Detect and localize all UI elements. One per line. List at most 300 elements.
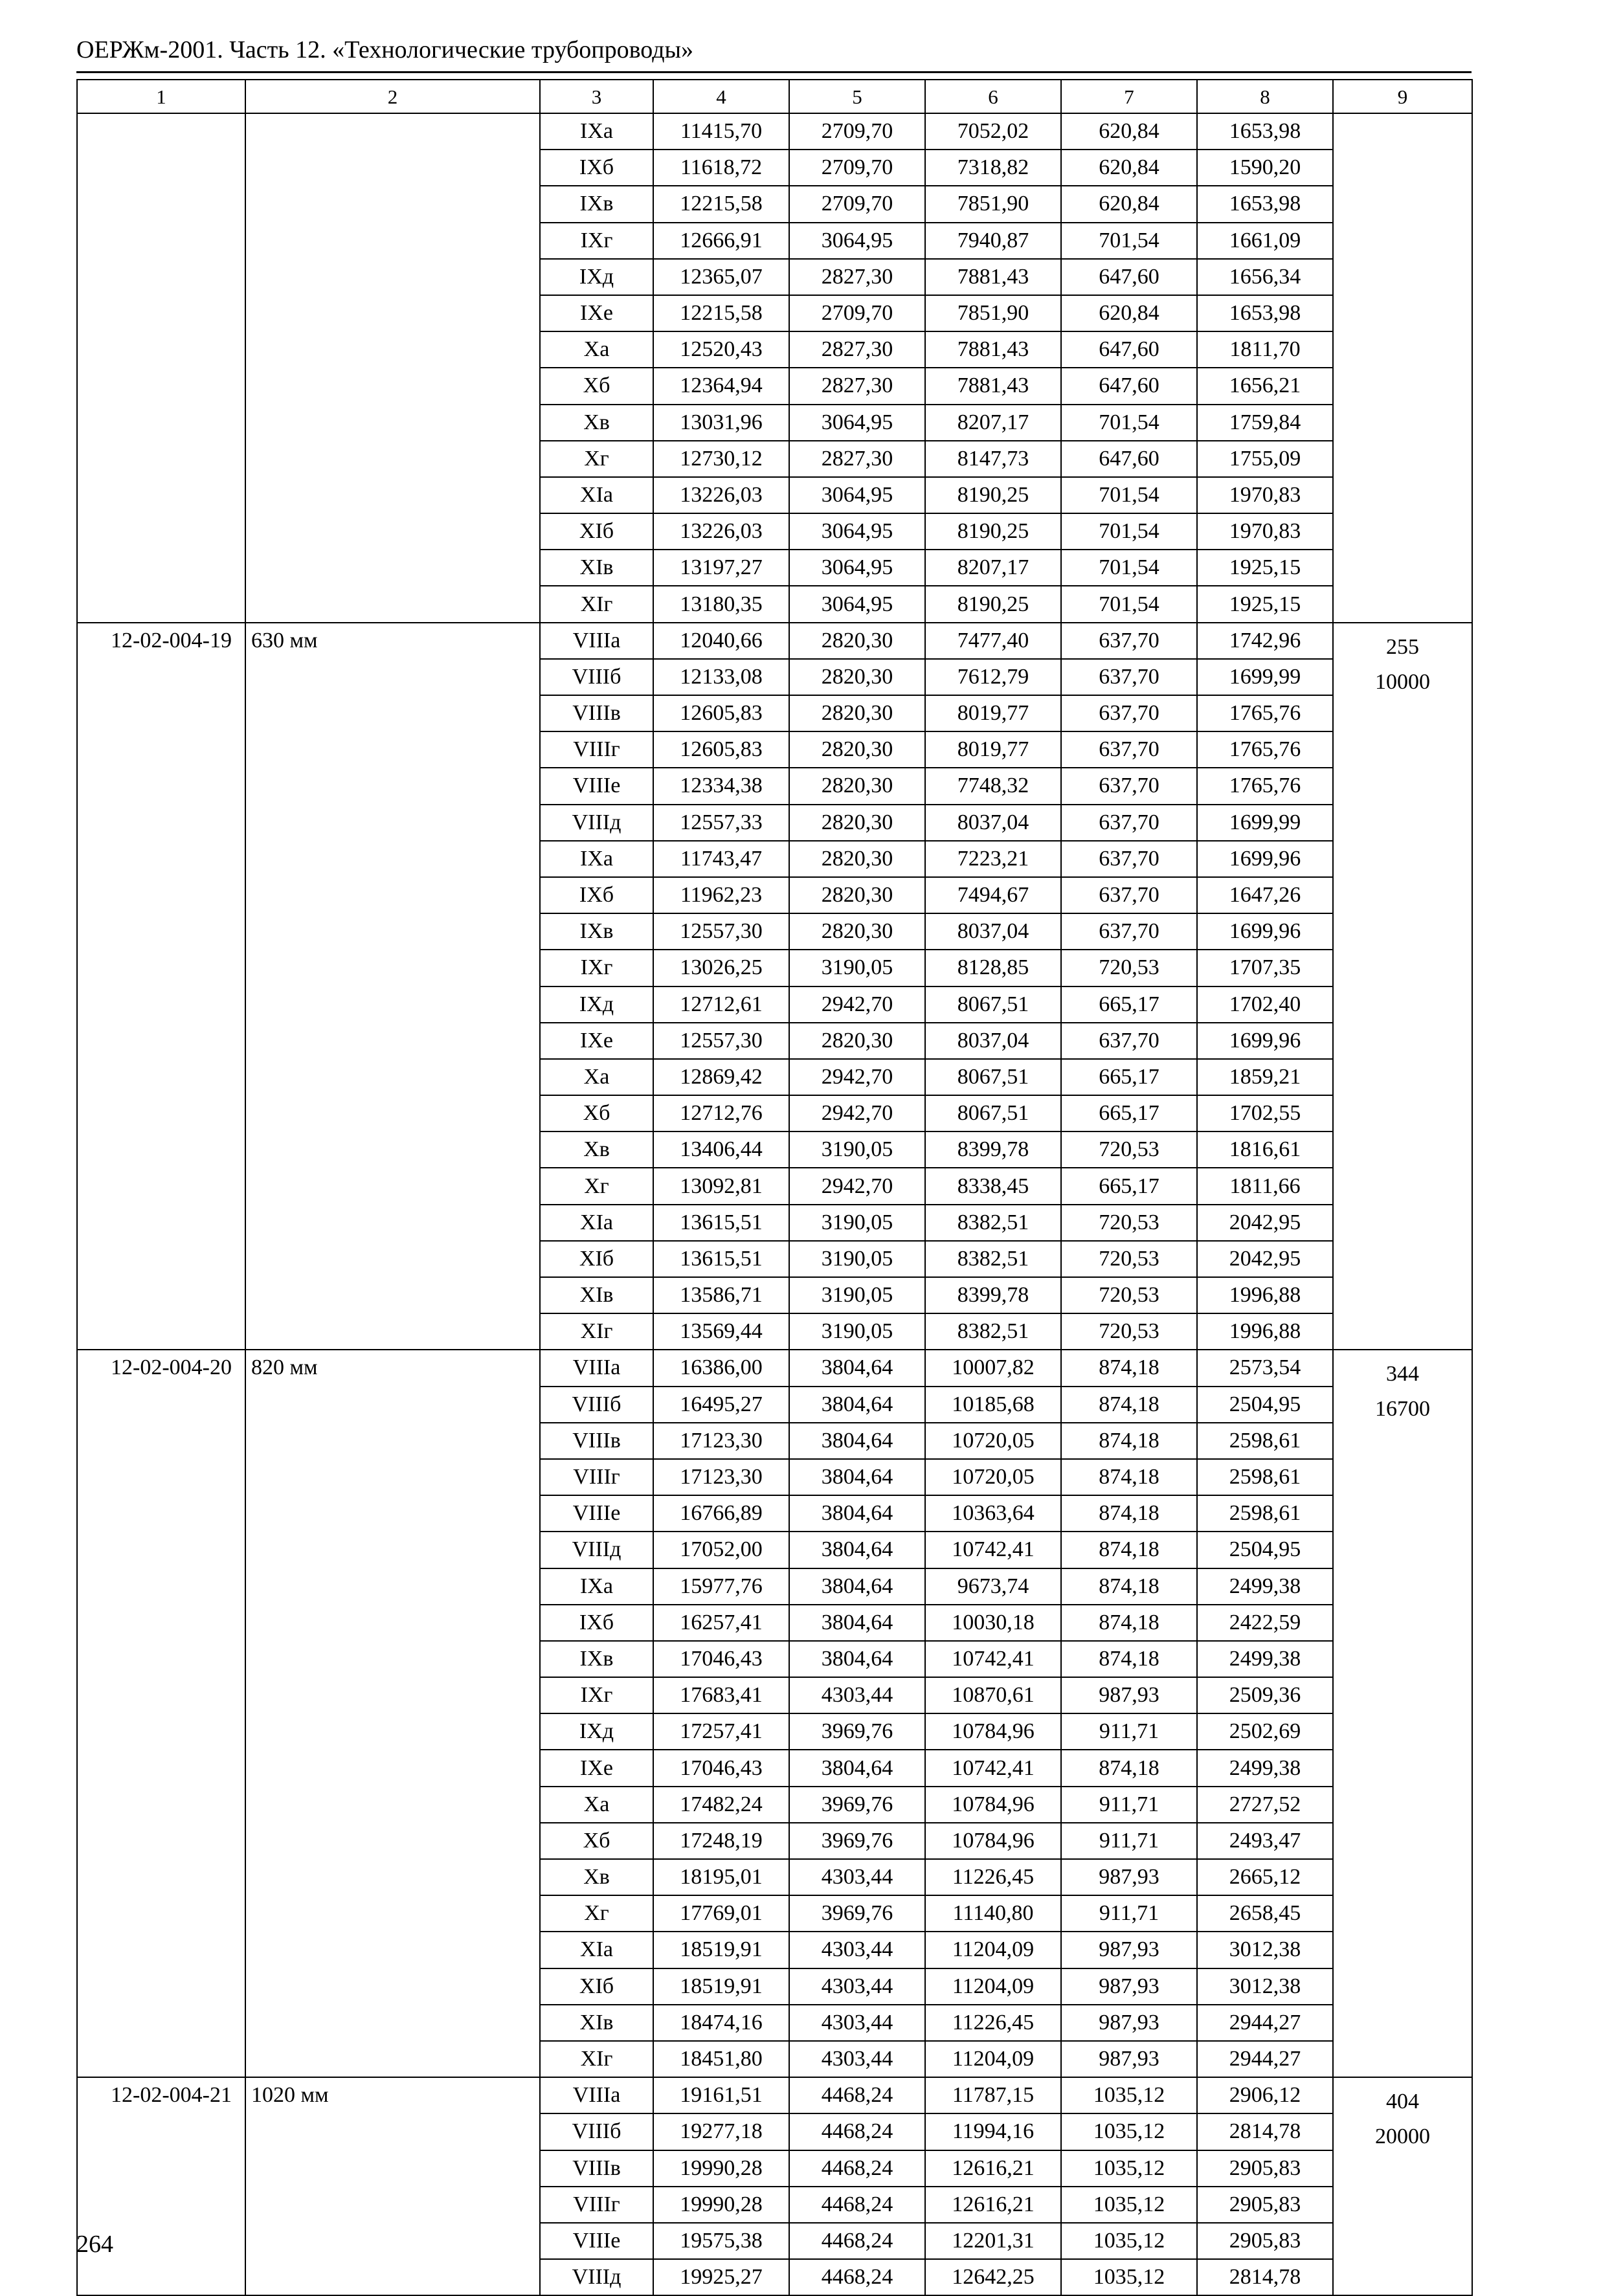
value-cell: 637,70 xyxy=(1061,768,1197,804)
value-cell: 12215,58 xyxy=(653,295,789,331)
category-cell: Xг xyxy=(540,1168,653,1204)
category-cell: VIIIa xyxy=(540,1350,653,1386)
value-cell: 3064,95 xyxy=(789,550,925,586)
table-row xyxy=(77,113,1472,150)
value-cell: 2942,70 xyxy=(789,1168,925,1204)
category-cell: Xв xyxy=(540,405,653,441)
value-cell: 12557,30 xyxy=(653,1023,789,1059)
value-cell: 2042,95 xyxy=(1197,1241,1333,1277)
value-cell: 19575,38 xyxy=(653,2223,789,2259)
page-number: 264 xyxy=(76,2231,113,2258)
value-cell: 701,54 xyxy=(1061,586,1197,622)
value-cell: 1811,66 xyxy=(1197,1168,1333,1204)
value-cell: 2665,12 xyxy=(1197,1859,1333,1895)
value-cell: 3969,76 xyxy=(789,1895,925,1932)
value-cell: 17052,00 xyxy=(653,1532,789,1568)
value-cell: 7881,43 xyxy=(925,368,1061,404)
category-cell: VIIIв xyxy=(540,1423,653,1459)
category-cell: Xa xyxy=(540,1787,653,1823)
value-cell: 2820,30 xyxy=(789,1023,925,1059)
value-cell: 2814,78 xyxy=(1197,2113,1333,2150)
value-cell: 1925,15 xyxy=(1197,586,1333,622)
value-cell: 8382,51 xyxy=(925,1241,1061,1277)
value-cell: 1035,12 xyxy=(1061,2113,1197,2150)
value-cell: 3190,05 xyxy=(789,1205,925,1241)
value-cell: 2827,30 xyxy=(789,331,925,368)
category-cell: IXa xyxy=(540,841,653,877)
value-cell: 2942,70 xyxy=(789,986,925,1023)
value-cell: 1699,96 xyxy=(1197,1023,1333,1059)
value-cell: 647,60 xyxy=(1061,441,1197,477)
value-cell: 11204,09 xyxy=(925,1932,1061,1968)
value-cell: 3190,05 xyxy=(789,1241,925,1277)
value-cell: 2820,30 xyxy=(789,913,925,950)
value-cell: 4468,24 xyxy=(789,2150,925,2187)
value-cell: 18195,01 xyxy=(653,1859,789,1895)
value-cell: 1765,76 xyxy=(1197,768,1333,804)
category-cell: Xa xyxy=(540,1059,653,1095)
value-cell: 19161,51 xyxy=(653,2077,789,2113)
value-cell: 874,18 xyxy=(1061,1641,1197,1677)
value-cell: 12364,94 xyxy=(653,368,789,404)
column-number: 4 xyxy=(653,80,789,113)
value-cell: 2820,30 xyxy=(789,841,925,877)
value-cell: 620,84 xyxy=(1061,150,1197,186)
category-cell: VIIIг xyxy=(540,1459,653,1495)
value-cell: 7851,90 xyxy=(925,186,1061,222)
table-row xyxy=(77,1350,1472,1386)
value-cell: 701,54 xyxy=(1061,477,1197,513)
value-cell: 13197,27 xyxy=(653,550,789,586)
value-cell: 8190,25 xyxy=(925,513,1061,550)
value-cell: 17123,30 xyxy=(653,1423,789,1459)
value-cell: 2658,45 xyxy=(1197,1895,1333,1932)
value-cell: 10007,82 xyxy=(925,1350,1061,1386)
value-cell: 7494,67 xyxy=(925,877,1061,913)
category-cell: IXб xyxy=(540,1605,653,1641)
value-cell: 665,17 xyxy=(1061,1059,1197,1095)
diameter-cell xyxy=(245,113,540,623)
value-cell: 8338,45 xyxy=(925,1168,1061,1204)
value-cell: 17046,43 xyxy=(653,1641,789,1677)
category-cell: VIIIв xyxy=(540,695,653,731)
value-cell: 17248,19 xyxy=(653,1823,789,1859)
value-cell: 1699,96 xyxy=(1197,841,1333,877)
value-cell: 11204,09 xyxy=(925,1968,1061,2005)
category-cell: VIIIд xyxy=(540,805,653,841)
value-cell: 720,53 xyxy=(1061,1313,1197,1350)
value-cell: 2944,27 xyxy=(1197,2005,1333,2041)
value-cell: 987,93 xyxy=(1061,1932,1197,1968)
value-cell: 1765,76 xyxy=(1197,695,1333,731)
value-cell: 1590,20 xyxy=(1197,150,1333,186)
column-9-value: 10000 xyxy=(1375,669,1430,694)
value-cell: 7477,40 xyxy=(925,623,1061,659)
value-cell: 3804,64 xyxy=(789,1532,925,1568)
value-cell: 720,53 xyxy=(1061,950,1197,986)
category-cell: IXг xyxy=(540,1677,653,1713)
category-cell: VIIIг xyxy=(540,2187,653,2223)
value-cell: 647,60 xyxy=(1061,259,1197,295)
column-9-cell xyxy=(1333,623,1472,1350)
value-cell: 2598,61 xyxy=(1197,1459,1333,1495)
category-cell: XIг xyxy=(540,2041,653,2077)
column-number: 5 xyxy=(789,80,925,113)
value-cell: 10784,96 xyxy=(925,1787,1061,1823)
value-cell: 2905,83 xyxy=(1197,2223,1333,2259)
table-row xyxy=(77,623,1472,659)
value-cell: 701,54 xyxy=(1061,223,1197,259)
value-cell: 1970,83 xyxy=(1197,477,1333,513)
value-cell: 1035,12 xyxy=(1061,2077,1197,2113)
value-cell: 18519,91 xyxy=(653,1932,789,1968)
value-cell: 2905,83 xyxy=(1197,2187,1333,2223)
category-cell: IXб xyxy=(540,150,653,186)
value-cell: 8067,51 xyxy=(925,1059,1061,1095)
value-cell: 665,17 xyxy=(1061,1095,1197,1131)
value-cell: 2499,38 xyxy=(1197,1568,1333,1605)
category-cell: VIIIд xyxy=(540,2259,653,2295)
value-cell: 11994,16 xyxy=(925,2113,1061,2150)
column-numbers-row xyxy=(77,80,1472,113)
value-cell: 13615,51 xyxy=(653,1241,789,1277)
value-cell: 18519,91 xyxy=(653,1968,789,2005)
value-cell: 2827,30 xyxy=(789,368,925,404)
value-cell: 11204,09 xyxy=(925,2041,1061,2077)
value-cell: 1653,98 xyxy=(1197,186,1333,222)
value-cell: 12365,07 xyxy=(653,259,789,295)
value-cell: 720,53 xyxy=(1061,1277,1197,1313)
value-cell: 4468,24 xyxy=(789,2187,925,2223)
value-cell: 1661,09 xyxy=(1197,223,1333,259)
value-cell: 11140,80 xyxy=(925,1895,1061,1932)
value-cell: 3804,64 xyxy=(789,1641,925,1677)
category-cell: VIIIб xyxy=(540,2113,653,2150)
value-cell: 2598,61 xyxy=(1197,1495,1333,1532)
value-cell: 12616,21 xyxy=(925,2150,1061,2187)
value-cell: 637,70 xyxy=(1061,731,1197,768)
category-cell: XIб xyxy=(540,1241,653,1277)
value-cell: 4303,44 xyxy=(789,2041,925,2077)
category-cell: IXa xyxy=(540,1568,653,1605)
value-cell: 1816,61 xyxy=(1197,1131,1333,1168)
value-cell: 12642,25 xyxy=(925,2259,1061,2295)
value-cell: 17683,41 xyxy=(653,1677,789,1713)
column-9-cell xyxy=(1333,2077,1472,2295)
value-cell: 13026,25 xyxy=(653,950,789,986)
category-cell: Xг xyxy=(540,1895,653,1932)
value-cell: 10742,41 xyxy=(925,1641,1061,1677)
value-cell: 12201,31 xyxy=(925,2223,1061,2259)
value-cell: 19990,28 xyxy=(653,2150,789,2187)
category-cell: IXa xyxy=(540,113,653,150)
value-cell: 620,84 xyxy=(1061,186,1197,222)
value-cell: 1742,96 xyxy=(1197,623,1333,659)
value-cell: 2502,69 xyxy=(1197,1713,1333,1750)
value-cell: 12520,43 xyxy=(653,331,789,368)
value-cell: 1759,84 xyxy=(1197,405,1333,441)
value-cell: 1996,88 xyxy=(1197,1313,1333,1350)
column-9-cell xyxy=(1333,1350,1472,2077)
value-cell: 874,18 xyxy=(1061,1568,1197,1605)
value-cell: 12616,21 xyxy=(925,2187,1061,2223)
category-cell: IXв xyxy=(540,913,653,950)
value-cell: 3064,95 xyxy=(789,477,925,513)
value-cell: 647,60 xyxy=(1061,331,1197,368)
value-cell: 2944,27 xyxy=(1197,2041,1333,2077)
value-cell: 2820,30 xyxy=(789,877,925,913)
category-cell: IXe xyxy=(540,1750,653,1786)
value-cell: 3064,95 xyxy=(789,586,925,622)
value-cell: 3969,76 xyxy=(789,1823,925,1859)
value-cell: 647,60 xyxy=(1061,368,1197,404)
value-cell: 911,71 xyxy=(1061,1823,1197,1859)
value-cell: 874,18 xyxy=(1061,1750,1197,1786)
value-cell: 2820,30 xyxy=(789,805,925,841)
category-cell: Xг xyxy=(540,441,653,477)
value-cell: 911,71 xyxy=(1061,1713,1197,1750)
category-cell: XIв xyxy=(540,550,653,586)
category-cell: Xб xyxy=(540,368,653,404)
value-cell: 11962,23 xyxy=(653,877,789,913)
value-cell: 1656,21 xyxy=(1197,368,1333,404)
value-cell: 4303,44 xyxy=(789,1677,925,1713)
value-cell: 12133,08 xyxy=(653,659,789,695)
value-cell: 2820,30 xyxy=(789,623,925,659)
value-cell: 2942,70 xyxy=(789,1095,925,1131)
table-row xyxy=(77,2077,1472,2113)
value-cell: 2942,70 xyxy=(789,1059,925,1095)
value-cell: 987,93 xyxy=(1061,2041,1197,2077)
column-9-value: 344 xyxy=(1386,1362,1419,1387)
value-cell: 8019,77 xyxy=(925,695,1061,731)
value-cell: 7748,32 xyxy=(925,768,1061,804)
value-cell: 637,70 xyxy=(1061,1023,1197,1059)
value-cell: 19990,28 xyxy=(653,2187,789,2223)
value-cell: 987,93 xyxy=(1061,1677,1197,1713)
value-cell: 10742,41 xyxy=(925,1750,1061,1786)
category-cell: VIIIв xyxy=(540,2150,653,2187)
value-cell: 2709,70 xyxy=(789,295,925,331)
value-cell: 11787,15 xyxy=(925,2077,1061,2113)
value-cell: 13569,44 xyxy=(653,1313,789,1350)
value-cell: 987,93 xyxy=(1061,1859,1197,1895)
item-code-cell: 12-02-004-19 xyxy=(77,623,245,1350)
value-cell: 8147,73 xyxy=(925,441,1061,477)
value-cell: 637,70 xyxy=(1061,805,1197,841)
value-cell: 3969,76 xyxy=(789,1713,925,1750)
value-cell: 17046,43 xyxy=(653,1750,789,1786)
value-cell: 2820,30 xyxy=(789,768,925,804)
value-cell: 2820,30 xyxy=(789,695,925,731)
value-cell: 2820,30 xyxy=(789,659,925,695)
diameter-cell: 1020 мм xyxy=(245,2077,540,2295)
value-cell: 8190,25 xyxy=(925,477,1061,513)
value-cell: 3804,64 xyxy=(789,1423,925,1459)
category-cell: XIa xyxy=(540,1205,653,1241)
category-cell: VIIIд xyxy=(540,1532,653,1568)
value-cell: 11618,72 xyxy=(653,150,789,186)
column-number: 7 xyxy=(1061,80,1197,113)
value-cell: 8399,78 xyxy=(925,1131,1061,1168)
value-cell: 4303,44 xyxy=(789,1968,925,2005)
category-cell: Xв xyxy=(540,1859,653,1895)
column-9-value: 16700 xyxy=(1375,1397,1430,1421)
value-cell: 4303,44 xyxy=(789,1859,925,1895)
value-cell: 1699,99 xyxy=(1197,805,1333,841)
value-cell: 16257,41 xyxy=(653,1605,789,1641)
value-cell: 13406,44 xyxy=(653,1131,789,1168)
value-cell: 1970,83 xyxy=(1197,513,1333,550)
item-code-cell: 12-02-004-21 xyxy=(77,2077,245,2295)
column-number: 9 xyxy=(1333,80,1472,113)
category-cell: VIIIe xyxy=(540,2223,653,2259)
category-cell: VIIIa xyxy=(540,623,653,659)
value-cell: 3804,64 xyxy=(789,1387,925,1423)
category-cell: VIIIe xyxy=(540,768,653,804)
value-cell: 637,70 xyxy=(1061,913,1197,950)
value-cell: 3804,64 xyxy=(789,1750,925,1786)
value-cell: 3064,95 xyxy=(789,223,925,259)
value-cell: 8207,17 xyxy=(925,405,1061,441)
category-cell: XIв xyxy=(540,1277,653,1313)
value-cell: 3190,05 xyxy=(789,1131,925,1168)
category-cell: VIIIб xyxy=(540,659,653,695)
value-cell: 1765,76 xyxy=(1197,731,1333,768)
value-cell: 2509,36 xyxy=(1197,1677,1333,1713)
value-cell: 4468,24 xyxy=(789,2113,925,2150)
value-cell: 12040,66 xyxy=(653,623,789,659)
value-cell: 8067,51 xyxy=(925,986,1061,1023)
value-cell: 2504,95 xyxy=(1197,1532,1333,1568)
category-cell: IXд xyxy=(540,259,653,295)
column-9-value: 255 xyxy=(1386,634,1419,659)
value-cell: 874,18 xyxy=(1061,1605,1197,1641)
category-cell: XIa xyxy=(540,477,653,513)
value-cell: 3064,95 xyxy=(789,513,925,550)
value-cell: 720,53 xyxy=(1061,1241,1197,1277)
value-cell: 12666,91 xyxy=(653,223,789,259)
column-9-value: 20000 xyxy=(1375,2124,1430,2149)
diameter-cell: 820 мм xyxy=(245,1350,540,2077)
value-cell: 7612,79 xyxy=(925,659,1061,695)
value-cell: 874,18 xyxy=(1061,1350,1197,1386)
value-cell: 10870,61 xyxy=(925,1677,1061,1713)
value-cell: 2814,78 xyxy=(1197,2259,1333,2295)
category-cell: XIг xyxy=(540,1313,653,1350)
value-cell: 911,71 xyxy=(1061,1895,1197,1932)
value-cell: 1653,98 xyxy=(1197,113,1333,150)
value-cell: 874,18 xyxy=(1061,1423,1197,1459)
value-cell: 1702,40 xyxy=(1197,986,1333,1023)
value-cell: 665,17 xyxy=(1061,1168,1197,1204)
value-cell: 3190,05 xyxy=(789,1313,925,1350)
column-number: 1 xyxy=(77,80,245,113)
column-number: 2 xyxy=(245,80,540,113)
value-cell: 11743,47 xyxy=(653,841,789,877)
value-cell: 12557,33 xyxy=(653,805,789,841)
value-cell: 4468,24 xyxy=(789,2259,925,2295)
value-cell: 3804,64 xyxy=(789,1568,925,1605)
value-cell: 637,70 xyxy=(1061,659,1197,695)
value-cell: 1702,55 xyxy=(1197,1095,1333,1131)
value-cell: 10185,68 xyxy=(925,1387,1061,1423)
value-cell: 1707,35 xyxy=(1197,950,1333,986)
value-cell: 19925,27 xyxy=(653,2259,789,2295)
value-cell: 3804,64 xyxy=(789,1605,925,1641)
category-cell: Xa xyxy=(540,331,653,368)
value-cell: 4468,24 xyxy=(789,2223,925,2259)
column-number: 8 xyxy=(1197,80,1333,113)
value-cell: 2598,61 xyxy=(1197,1423,1333,1459)
value-cell: 7052,02 xyxy=(925,113,1061,150)
header-rule xyxy=(76,71,1472,73)
column-number: 3 xyxy=(540,80,653,113)
category-cell: XIa xyxy=(540,1932,653,1968)
value-cell: 11415,70 xyxy=(653,113,789,150)
value-cell: 8399,78 xyxy=(925,1277,1061,1313)
value-cell: 2573,54 xyxy=(1197,1350,1333,1386)
value-cell: 8382,51 xyxy=(925,1313,1061,1350)
value-cell: 15977,76 xyxy=(653,1568,789,1605)
value-cell: 17257,41 xyxy=(653,1713,789,1750)
value-cell: 1996,88 xyxy=(1197,1277,1333,1313)
value-cell: 12712,61 xyxy=(653,986,789,1023)
table-body xyxy=(77,80,1472,2295)
value-cell: 2504,95 xyxy=(1197,1387,1333,1423)
value-cell: 18451,80 xyxy=(653,2041,789,2077)
category-cell: VIIIe xyxy=(540,1495,653,1532)
value-cell: 8207,17 xyxy=(925,550,1061,586)
value-cell: 7318,82 xyxy=(925,150,1061,186)
value-cell: 8019,77 xyxy=(925,731,1061,768)
value-cell: 720,53 xyxy=(1061,1205,1197,1241)
value-cell: 2709,70 xyxy=(789,186,925,222)
value-cell: 701,54 xyxy=(1061,550,1197,586)
value-cell: 13586,71 xyxy=(653,1277,789,1313)
value-cell: 3190,05 xyxy=(789,1277,925,1313)
category-cell: Xб xyxy=(540,1095,653,1131)
value-cell: 13092,81 xyxy=(653,1168,789,1204)
value-cell: 911,71 xyxy=(1061,1787,1197,1823)
category-cell: IXд xyxy=(540,1713,653,1750)
category-cell: IXe xyxy=(540,1023,653,1059)
value-cell: 4303,44 xyxy=(789,2005,925,2041)
value-cell: 1035,12 xyxy=(1061,2187,1197,2223)
value-cell: 16386,00 xyxy=(653,1350,789,1386)
value-cell: 7223,21 xyxy=(925,841,1061,877)
value-cell: 13615,51 xyxy=(653,1205,789,1241)
category-cell: IXг xyxy=(540,950,653,986)
value-cell: 11226,45 xyxy=(925,2005,1061,2041)
value-cell: 17482,24 xyxy=(653,1787,789,1823)
value-cell: 874,18 xyxy=(1061,1532,1197,1568)
category-cell: VIIIб xyxy=(540,1387,653,1423)
category-cell: Xб xyxy=(540,1823,653,1859)
item-code-cell: 12-02-004-20 xyxy=(77,1350,245,2077)
value-cell: 987,93 xyxy=(1061,2005,1197,2041)
value-cell: 12215,58 xyxy=(653,186,789,222)
value-cell: 17123,30 xyxy=(653,1459,789,1495)
value-cell: 3012,38 xyxy=(1197,1968,1333,2005)
value-cell: 12605,83 xyxy=(653,731,789,768)
value-cell: 12334,38 xyxy=(653,768,789,804)
value-cell: 1699,96 xyxy=(1197,913,1333,950)
value-cell: 13226,03 xyxy=(653,477,789,513)
value-cell: 10784,96 xyxy=(925,1823,1061,1859)
value-cell: 2042,95 xyxy=(1197,1205,1333,1241)
value-cell: 3804,64 xyxy=(789,1350,925,1386)
